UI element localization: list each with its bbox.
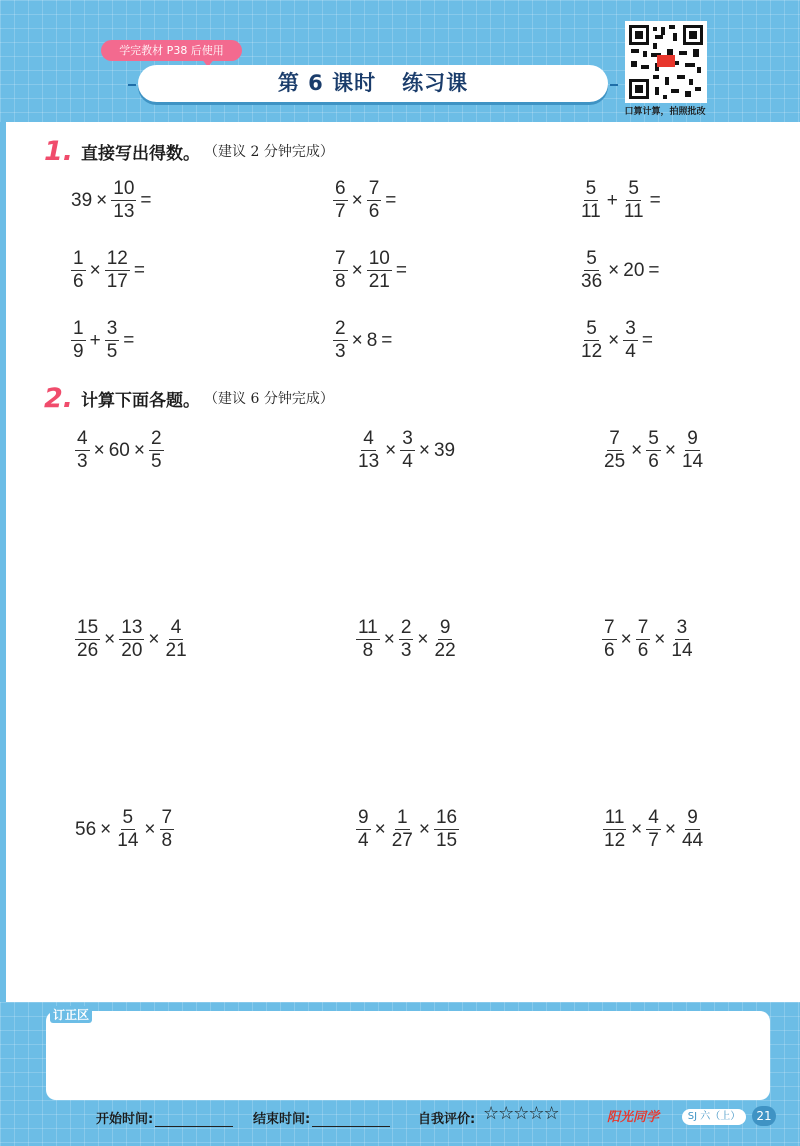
math-problem — [355, 807, 460, 852]
denominator: 14 — [117, 830, 139, 851]
denominator: 3 — [335, 341, 346, 362]
numerator: 10 — [368, 248, 390, 269]
end-time-blank[interactable] — [312, 1114, 390, 1127]
fraction — [680, 807, 705, 852]
denominator: 9 — [73, 341, 84, 362]
numerator: 11 — [604, 807, 625, 828]
denominator: 11 — [623, 201, 644, 222]
brand-logo: 阳光同学 — [607, 1110, 660, 1125]
fraction — [622, 178, 646, 223]
start-time-label: 开始时间: — [96, 1112, 154, 1127]
fraction — [399, 617, 414, 662]
correction-label: 订正区 — [50, 1006, 92, 1023]
denominator: 17 — [106, 271, 128, 292]
section1-number: 1. — [44, 135, 74, 167]
denominator: 26 — [77, 640, 99, 661]
numerator: 6 — [335, 178, 346, 199]
times-sign: × — [418, 439, 430, 461]
math-problem — [332, 318, 395, 363]
fraction — [356, 617, 380, 662]
equals-sign: = — [381, 329, 393, 351]
times-sign: × — [104, 628, 116, 650]
times-sign: × — [351, 329, 363, 351]
fraction — [333, 178, 348, 223]
denominator: 21 — [165, 640, 187, 661]
times-sign: × — [631, 818, 643, 840]
fraction — [646, 428, 661, 473]
times-sign: × — [417, 628, 429, 650]
denominator: 3 — [77, 451, 88, 472]
numerator: 2 — [400, 617, 412, 638]
numerator: 15 — [77, 617, 99, 638]
fraction — [75, 617, 100, 662]
denominator: 21 — [368, 271, 390, 292]
math-problem — [74, 807, 175, 852]
denominator: 6 — [604, 640, 615, 661]
numerator: 7 — [609, 428, 620, 449]
fraction — [579, 248, 604, 293]
numerator: 9 — [439, 617, 451, 638]
qr-code-icon[interactable] — [625, 21, 707, 103]
numerator: 7 — [604, 617, 615, 638]
fraction — [400, 428, 415, 473]
book-tag: SJ 六（上） — [682, 1109, 746, 1125]
fraction — [680, 428, 705, 473]
numerator: 9 — [687, 428, 698, 449]
times-sign: × — [148, 628, 160, 650]
numerator: 5 — [628, 178, 639, 199]
times-sign: × — [664, 818, 676, 840]
numerator: 2 — [150, 428, 162, 449]
times-sign: × — [385, 439, 397, 461]
denominator: 4 — [358, 830, 369, 851]
times-sign: × — [351, 259, 363, 281]
math-problem — [578, 248, 663, 293]
fraction — [356, 807, 371, 852]
denominator: 22 — [434, 640, 456, 661]
denominator: 5 — [150, 451, 162, 472]
fraction — [111, 178, 136, 223]
math-problem — [70, 248, 148, 293]
equals-sign: = — [123, 329, 135, 351]
section1-hint: （建议 2 分钟完成） — [204, 144, 334, 160]
numerator: 4 — [170, 617, 182, 638]
start-time-field[interactable] — [96, 1108, 233, 1127]
numerator: 4 — [363, 428, 374, 449]
fraction — [71, 248, 86, 293]
fraction — [623, 318, 638, 363]
fraction — [579, 318, 604, 363]
title-dash-left — [128, 84, 136, 86]
numerator: 11 — [358, 617, 378, 638]
integer: 56 — [75, 818, 97, 840]
lesson-title: 练习课 — [402, 71, 469, 95]
fraction — [105, 318, 120, 363]
fraction — [669, 617, 694, 662]
denominator: 6 — [73, 271, 84, 292]
denominator: 7 — [335, 201, 346, 222]
page-title — [278, 65, 468, 102]
math-problem — [355, 617, 459, 662]
correction-area[interactable] — [46, 1011, 770, 1100]
integer: 8 — [366, 329, 378, 351]
numerator: 4 — [77, 428, 88, 449]
fraction — [356, 428, 381, 473]
fraction — [602, 617, 617, 662]
fraction — [579, 178, 603, 223]
fraction — [367, 248, 392, 293]
denominator: 4 — [402, 451, 413, 472]
qr-caption: 口算计算，拍照批改 — [624, 107, 706, 117]
numerator: 4 — [648, 807, 659, 828]
fraction — [602, 428, 627, 473]
times-sign: × — [620, 628, 632, 650]
section2-title: 计算下面各题。 — [81, 390, 201, 411]
times-sign: × — [351, 189, 363, 211]
math-problem — [74, 617, 190, 662]
denominator: 44 — [681, 830, 704, 851]
times-sign: × — [100, 818, 112, 840]
math-problem — [70, 178, 155, 223]
denominator: 6 — [637, 640, 649, 661]
fraction — [602, 807, 627, 852]
math-problem — [601, 807, 706, 852]
fraction — [75, 428, 90, 473]
integer: 39 — [433, 439, 456, 461]
math-problem — [332, 178, 399, 223]
equals-sign: = — [133, 259, 145, 281]
fraction — [164, 617, 189, 662]
numerator: 3 — [625, 318, 636, 339]
denominator: 25 — [604, 451, 626, 472]
math-problem — [601, 617, 696, 662]
numerator: 1 — [73, 318, 84, 339]
math-problem — [578, 318, 656, 363]
denominator: 20 — [121, 640, 143, 661]
integer: 20 — [623, 259, 645, 281]
math-problem — [578, 178, 664, 223]
numerator: 1 — [396, 807, 408, 828]
plus-sign: + — [89, 329, 101, 351]
integer: 60 — [108, 439, 130, 461]
numerator: 5 — [122, 807, 134, 828]
times-sign: × — [608, 329, 620, 351]
denominator: 7 — [648, 830, 659, 851]
denominator: 8 — [335, 271, 346, 292]
times-sign: × — [93, 439, 105, 461]
times-sign: × — [608, 259, 620, 281]
denominator: 12 — [604, 830, 626, 851]
fraction — [646, 807, 661, 852]
times-sign: × — [664, 439, 676, 461]
section1-heading — [44, 136, 334, 166]
denominator: 14 — [671, 640, 693, 661]
math-problem — [332, 248, 410, 293]
numerator: 5 — [648, 428, 659, 449]
numerator: 7 — [368, 178, 380, 199]
section2-heading — [44, 383, 334, 413]
denominator: 36 — [581, 271, 603, 292]
denominator: 6 — [368, 201, 380, 222]
numerator: 10 — [113, 178, 135, 199]
times-sign: × — [96, 189, 108, 211]
equals-sign: = — [649, 189, 661, 211]
numerator: 3 — [106, 318, 118, 339]
math-problem — [70, 318, 137, 363]
denominator: 15 — [435, 830, 458, 851]
denominator: 13 — [358, 451, 380, 472]
lesson-number: 第 6 课时 — [277, 71, 377, 95]
denominator: 13 — [113, 201, 135, 222]
times-sign: × — [89, 259, 101, 281]
numerator: 5 — [585, 178, 597, 199]
fraction — [367, 178, 382, 223]
numerator: 7 — [637, 617, 649, 638]
equals-sign: = — [395, 259, 407, 281]
denominator: 4 — [625, 341, 636, 362]
denominator: 5 — [106, 341, 118, 362]
numerator: 3 — [676, 617, 688, 638]
equals-sign: = — [641, 329, 653, 351]
fraction — [390, 807, 415, 852]
numerator: 5 — [586, 248, 597, 269]
math-problem — [601, 428, 706, 473]
numerator: 16 — [435, 807, 458, 828]
fraction — [105, 248, 130, 293]
fraction — [71, 318, 86, 363]
equals-sign: = — [385, 189, 397, 211]
denominator: 8 — [362, 640, 374, 661]
denominator: 3 — [400, 640, 412, 661]
denominator: 6 — [648, 451, 659, 472]
numerator: 12 — [106, 248, 128, 269]
fraction — [119, 617, 144, 662]
page-number: 21 — [752, 1106, 776, 1126]
fraction — [115, 807, 140, 852]
fraction — [333, 318, 348, 363]
times-sign: × — [631, 439, 643, 461]
times-sign: × — [654, 628, 666, 650]
section2-number: 2. — [44, 382, 74, 414]
denominator: 27 — [391, 830, 413, 851]
times-sign: × — [374, 818, 386, 840]
start-time-blank[interactable] — [155, 1114, 233, 1127]
denominator: 12 — [581, 341, 603, 362]
denominator: 8 — [161, 830, 173, 851]
usage-badge: 学完教材 P38 后使用 — [101, 40, 242, 61]
times-sign: × — [144, 818, 156, 840]
integer: 39 — [71, 189, 93, 211]
fraction — [636, 617, 651, 662]
side-edge — [0, 122, 6, 1002]
section2-hint: （建议 6 分钟完成） — [204, 391, 334, 407]
fraction — [149, 428, 164, 473]
numerator: 7 — [335, 248, 346, 269]
fraction — [160, 807, 175, 852]
section1-title: 直接写出得数。 — [81, 143, 201, 164]
times-sign: × — [383, 628, 395, 650]
numerator: 2 — [335, 318, 346, 339]
denominator: 11 — [581, 201, 601, 222]
title-bar — [138, 65, 608, 102]
numerator: 5 — [586, 318, 597, 339]
equals-sign: = — [648, 259, 660, 281]
end-time-label: 结束时间: — [253, 1112, 311, 1127]
denominator: 14 — [681, 451, 704, 472]
fraction — [434, 807, 459, 852]
numerator: 13 — [121, 617, 143, 638]
plus-sign: + — [606, 189, 618, 211]
fraction — [333, 248, 348, 293]
numerator: 9 — [358, 807, 369, 828]
times-sign: × — [418, 818, 430, 840]
self-eval-label: 自我评价: — [418, 1112, 476, 1127]
math-problem — [74, 428, 165, 473]
numerator: 9 — [687, 807, 698, 828]
title-dash-right — [610, 84, 618, 86]
numerator: 1 — [73, 248, 84, 269]
math-problem — [355, 428, 456, 473]
times-sign: × — [133, 439, 145, 461]
numerator: 3 — [402, 428, 413, 449]
end-time-field[interactable] — [253, 1108, 390, 1127]
star-rating[interactable]: ☆☆☆☆☆ — [483, 1103, 559, 1124]
fraction — [433, 617, 458, 662]
numerator: 7 — [161, 807, 173, 828]
equals-sign: = — [140, 189, 152, 211]
